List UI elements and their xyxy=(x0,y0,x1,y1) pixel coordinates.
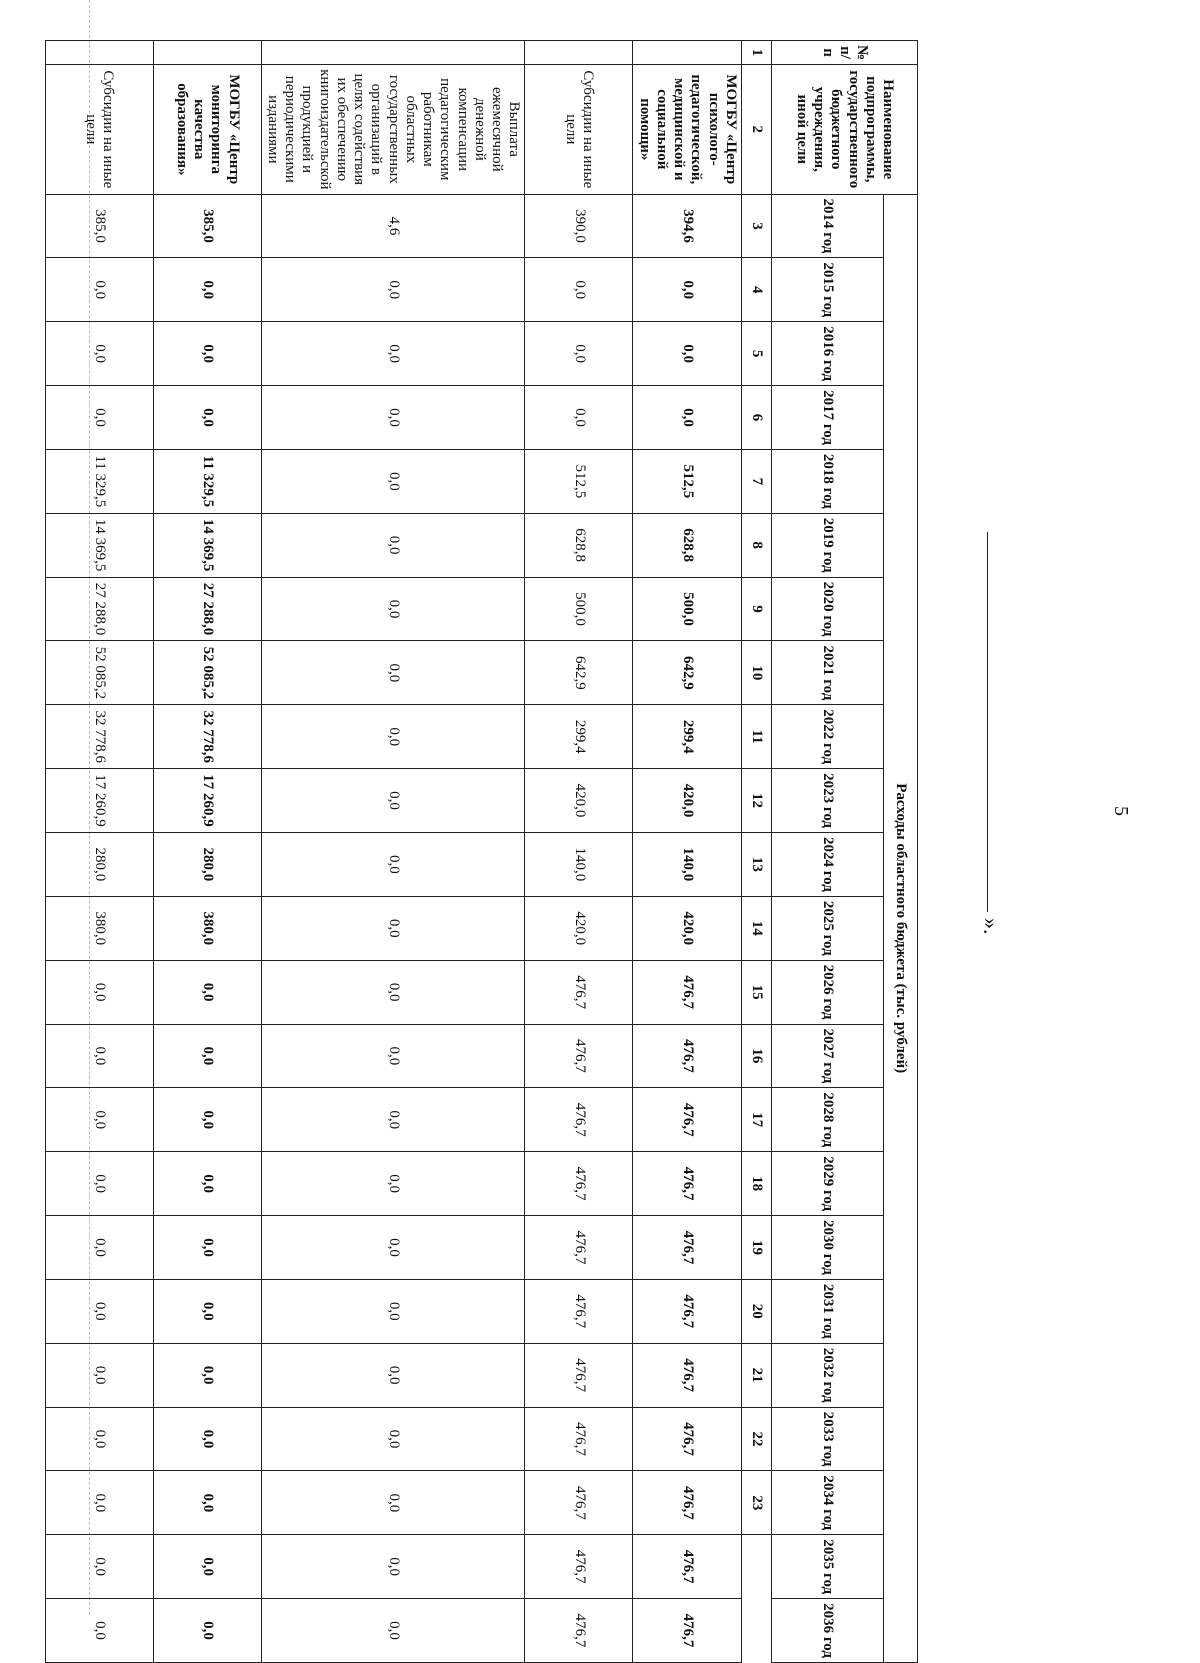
value-cell: 52 085,2 xyxy=(153,641,261,705)
value-cell: 385,0 xyxy=(153,194,261,258)
value-cell: 0,0 xyxy=(633,258,742,322)
column-number: 8 xyxy=(742,513,772,577)
value-cell: 476,7 xyxy=(633,1024,742,1088)
value-cell: 0,0 xyxy=(633,386,742,450)
value-cell: 390,0 xyxy=(525,194,633,258)
value-cell: 380,0 xyxy=(45,896,153,960)
value-cell: 52 085,2 xyxy=(45,641,153,705)
header-year: 2017 год xyxy=(772,386,884,450)
value-cell: 0,0 xyxy=(525,386,633,450)
closing-mark: ». xyxy=(979,918,1004,935)
column-number: 5 xyxy=(742,322,772,386)
value-cell: 476,7 xyxy=(633,1599,742,1663)
value-cell: 476,7 xyxy=(633,1279,742,1343)
value-cell: 0,0 xyxy=(45,1599,153,1663)
value-cell: 299,4 xyxy=(633,705,742,769)
value-cell: 512,5 xyxy=(525,449,633,513)
value-cell: 420,0 xyxy=(525,896,633,960)
value-cell: 0,0 xyxy=(525,258,633,322)
value-cell: 140,0 xyxy=(525,832,633,896)
value-cell: 476,7 xyxy=(633,1088,742,1152)
value-cell: 512,5 xyxy=(633,449,742,513)
value-cell: 0,0 xyxy=(261,1407,525,1471)
row-name: МОГБУ «Центр психолого-педагогической, медицинской и социальной помощи» xyxy=(633,65,742,194)
value-cell: 0,0 xyxy=(261,1216,525,1280)
value-cell: 0,0 xyxy=(45,258,153,322)
value-cell: 0,0 xyxy=(525,322,633,386)
column-number: 18 xyxy=(742,1152,772,1216)
value-cell: 642,9 xyxy=(525,641,633,705)
header-year: 2016 год xyxy=(772,322,884,386)
table-row xyxy=(633,41,742,1663)
value-cell: 476,7 xyxy=(525,1024,633,1088)
value-cell: 476,7 xyxy=(633,1152,742,1216)
value-cell: 476,7 xyxy=(525,960,633,1024)
column-number: 7 xyxy=(742,449,772,513)
column-number: 6 xyxy=(742,386,772,450)
value-cell: 0,0 xyxy=(45,1088,153,1152)
value-cell: 0,0 xyxy=(261,832,525,896)
value-cell: 476,7 xyxy=(525,1343,633,1407)
column-number: 11 xyxy=(742,705,772,769)
value-cell: 140,0 xyxy=(633,832,742,896)
header-name: Наименование подпрограммы, государственного бюджетного учреждения, иной цели xyxy=(772,65,918,194)
value-cell: 385,0 xyxy=(45,194,153,258)
row-num xyxy=(153,41,261,65)
row-name: МОГБУ «Центр мониторинга качества образования» xyxy=(153,65,261,194)
value-cell: 476,7 xyxy=(525,1279,633,1343)
value-cell: 0,0 xyxy=(261,322,525,386)
value-cell: 0,0 xyxy=(261,513,525,577)
value-cell: 0,0 xyxy=(45,1216,153,1280)
value-cell: 17 260,9 xyxy=(153,769,261,833)
header-year: 2026 год xyxy=(772,960,884,1024)
value-cell: 476,7 xyxy=(525,1471,633,1535)
value-cell: 17 260,9 xyxy=(45,769,153,833)
value-cell: 0,0 xyxy=(153,1088,261,1152)
header-year: 2030 год xyxy=(772,1216,884,1280)
table-row xyxy=(525,41,633,1663)
value-cell: 299,4 xyxy=(525,705,633,769)
value-cell: 476,7 xyxy=(525,1152,633,1216)
header-year: 2029 год xyxy=(772,1152,884,1216)
value-cell: 0,0 xyxy=(45,322,153,386)
value-cell: 0,0 xyxy=(153,1279,261,1343)
row-num xyxy=(261,41,525,65)
value-cell: 0,0 xyxy=(153,386,261,450)
table-row xyxy=(153,41,261,1663)
value-cell: 476,7 xyxy=(633,960,742,1024)
page-number: 5 xyxy=(1110,806,1132,816)
value-cell: 420,0 xyxy=(525,769,633,833)
value-cell: 0,0 xyxy=(153,1152,261,1216)
value-cell: 476,7 xyxy=(633,1216,742,1280)
value-cell: 380,0 xyxy=(153,896,261,960)
column-number: 19 xyxy=(742,1216,772,1280)
value-cell: 0,0 xyxy=(45,1279,153,1343)
row-num xyxy=(633,41,742,65)
value-cell: 500,0 xyxy=(525,577,633,641)
table-row xyxy=(261,41,525,1663)
header-year: 2024 год xyxy=(772,832,884,896)
column-number: 15 xyxy=(742,960,772,1024)
value-cell: 0,0 xyxy=(153,1024,261,1088)
value-cell: 476,7 xyxy=(525,1216,633,1280)
header-year: 2031 год xyxy=(772,1279,884,1343)
value-cell: 0,0 xyxy=(261,577,525,641)
value-cell: 628,8 xyxy=(633,513,742,577)
value-cell: 14 369,5 xyxy=(153,513,261,577)
header-year: 2036 год xyxy=(772,1599,884,1663)
header-num: № п/п xyxy=(772,41,918,65)
column-number: 20 xyxy=(742,1279,772,1343)
value-cell: 0,0 xyxy=(45,1343,153,1407)
header-year: 2014 год xyxy=(772,194,884,258)
value-cell: 0,0 xyxy=(261,1024,525,1088)
value-cell: 500,0 xyxy=(633,577,742,641)
column-number: 17 xyxy=(742,1088,772,1152)
value-cell: 27 288,0 xyxy=(45,577,153,641)
value-cell: 280,0 xyxy=(45,832,153,896)
row-num xyxy=(45,41,153,65)
value-cell: 394,6 xyxy=(633,194,742,258)
value-cell: 0,0 xyxy=(45,386,153,450)
value-cell: 11 329,5 xyxy=(153,449,261,513)
value-cell: 0,0 xyxy=(261,1535,525,1599)
value-cell: 0,0 xyxy=(153,960,261,1024)
value-cell: 420,0 xyxy=(633,896,742,960)
header-year: 2021 год xyxy=(772,641,884,705)
header-year: 2028 год xyxy=(772,1088,884,1152)
value-cell: 0,0 xyxy=(261,1343,525,1407)
header-year: 2020 год xyxy=(772,577,884,641)
header-year: 2025 год xyxy=(772,896,884,960)
value-cell: 0,0 xyxy=(261,705,525,769)
value-cell: 476,7 xyxy=(633,1343,742,1407)
value-cell: 0,0 xyxy=(261,1088,525,1152)
header-year: 2032 год xyxy=(772,1343,884,1407)
value-cell: 0,0 xyxy=(261,386,525,450)
column-number: 23 xyxy=(742,1471,772,1535)
column-number: 21 xyxy=(742,1343,772,1407)
value-cell: 0,0 xyxy=(261,1152,525,1216)
header-year: 2035 год xyxy=(772,1535,884,1599)
value-cell: 0,0 xyxy=(45,1471,153,1535)
value-cell: 0,0 xyxy=(261,896,525,960)
value-cell: 27 288,0 xyxy=(153,577,261,641)
column-number: 16 xyxy=(742,1024,772,1088)
header-year: 2015 год xyxy=(772,258,884,322)
column-number: 4 xyxy=(742,258,772,322)
table-row xyxy=(45,41,153,1663)
value-cell: 420,0 xyxy=(633,769,742,833)
value-cell: 280,0 xyxy=(153,832,261,896)
column-number: 1 xyxy=(742,41,772,65)
value-cell: 476,7 xyxy=(525,1599,633,1663)
column-number: 3 xyxy=(742,194,772,258)
budget-table xyxy=(45,40,918,1663)
value-cell: 0,0 xyxy=(261,1471,525,1535)
value-cell: 0,0 xyxy=(45,1024,153,1088)
value-cell: 32 778,6 xyxy=(45,705,153,769)
value-cell: 32 778,6 xyxy=(153,705,261,769)
header-year: 2019 год xyxy=(772,513,884,577)
header-year: 2022 год xyxy=(772,705,884,769)
column-number: 13 xyxy=(742,832,772,896)
header-year: 2034 год xyxy=(772,1471,884,1535)
value-cell: 4,6 xyxy=(261,194,525,258)
value-cell: 0,0 xyxy=(45,1407,153,1471)
value-cell: 0,0 xyxy=(153,1535,261,1599)
row-name: Субсидии на иные цели xyxy=(45,65,153,194)
value-cell: 0,0 xyxy=(153,1599,261,1663)
value-cell: 0,0 xyxy=(261,449,525,513)
column-number: 9 xyxy=(742,577,772,641)
header-year: 2023 год xyxy=(772,769,884,833)
value-cell: 11 329,5 xyxy=(45,449,153,513)
value-cell: 0,0 xyxy=(261,960,525,1024)
value-cell: 476,7 xyxy=(633,1535,742,1599)
value-cell: 642,9 xyxy=(633,641,742,705)
closing-rule xyxy=(987,532,988,912)
row-num xyxy=(525,41,633,65)
value-cell: 0,0 xyxy=(261,1599,525,1663)
value-cell: 628,8 xyxy=(525,513,633,577)
header-year: 2018 год xyxy=(772,449,884,513)
value-cell: 476,7 xyxy=(525,1407,633,1471)
value-cell: 476,7 xyxy=(633,1471,742,1535)
column-number: 10 xyxy=(742,641,772,705)
header-expenses: Расходы областного бюджета (тыс. рублей) xyxy=(884,194,918,1662)
header-year: 2033 год xyxy=(772,1407,884,1471)
value-cell: 476,7 xyxy=(633,1407,742,1471)
value-cell: 0,0 xyxy=(153,258,261,322)
value-cell: 0,0 xyxy=(633,322,742,386)
value-cell: 476,7 xyxy=(525,1088,633,1152)
value-cell: 0,0 xyxy=(153,1471,261,1535)
column-number: 14 xyxy=(742,896,772,960)
value-cell: 0,0 xyxy=(153,1343,261,1407)
value-cell: 0,0 xyxy=(153,322,261,386)
value-cell: 0,0 xyxy=(45,960,153,1024)
value-cell: 14 369,5 xyxy=(45,513,153,577)
column-number: 22 xyxy=(742,1407,772,1471)
value-cell: 0,0 xyxy=(261,258,525,322)
value-cell: 0,0 xyxy=(261,641,525,705)
value-cell: 0,0 xyxy=(153,1407,261,1471)
value-cell: 0,0 xyxy=(45,1535,153,1599)
value-cell: 0,0 xyxy=(153,1216,261,1280)
row-name: Субсидии на иные цели xyxy=(525,65,633,194)
row-name: Выплата ежемесячной денежной компенсации педагогическим работникам областных государственных организаций в целях содействия их обеспечению книгоиздательской продукцией и периодическими изданиями xyxy=(261,65,525,194)
value-cell: 0,0 xyxy=(45,1152,153,1216)
value-cell: 0,0 xyxy=(261,1279,525,1343)
column-number: 2 xyxy=(742,65,772,194)
column-number: 12 xyxy=(742,769,772,833)
value-cell: 476,7 xyxy=(525,1535,633,1599)
value-cell: 0,0 xyxy=(261,769,525,833)
header-year: 2027 год xyxy=(772,1024,884,1088)
